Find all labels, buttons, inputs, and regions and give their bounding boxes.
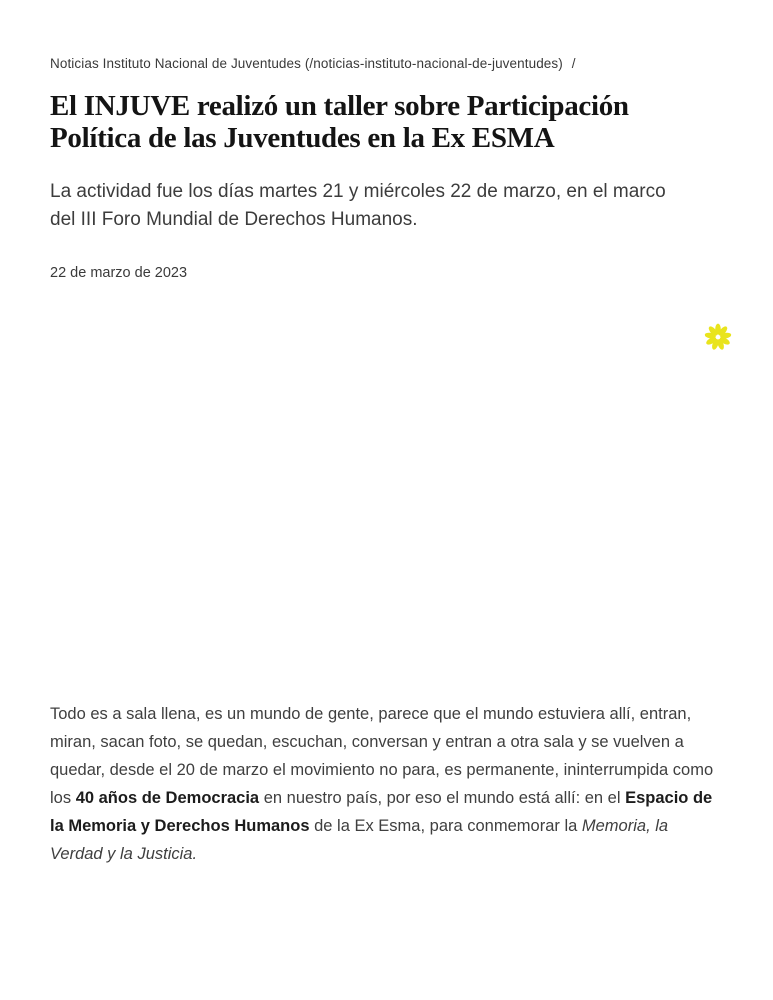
- breadcrumb-link-noticias[interactable]: Noticias Instituto Nacional de Juventudes (/noticias-instituto-nacional-de-juventudes): [50, 56, 563, 71]
- page-title: [50, 90, 723, 154]
- body-text-segment: Todo es a sala llena, es un mundo de gente, parece que el mundo estuviera allí, entran, miran, sacan foto, se quedan, escuchan, conversan y entran a otra sala y se vuelven a quedar, desde el 20 de marzo el movimiento no para, es permanente, ininterrumpida como los: [50, 705, 714, 807]
- article-subtitle: [50, 178, 723, 234]
- body-text-segment: Memoria, la Verdad y la Justicia.: [50, 817, 669, 863]
- loading-spinner-icon: [704, 323, 732, 351]
- article-body: [50, 700, 723, 868]
- page-title-line-1: El INJUVE realizó un taller sobre Participación: [50, 90, 629, 122]
- breadcrumb-separator: /: [571, 56, 576, 71]
- article-subtitle-line-2: del III Foro Mundial de Derechos Humanos.: [50, 209, 418, 230]
- article-subtitle-line-1: La actividad fue los días martes 21 y miércoles 22 de marzo, en el marco: [50, 181, 666, 202]
- body-text-segment: 40 años de Democracia: [75, 789, 260, 807]
- body-text-segment: en nuestro país, por eso el mundo está allí: en el: [259, 789, 626, 807]
- body-text-segment: Espacio de la Memoria y Derechos Humanos: [50, 789, 713, 835]
- article-image-placeholder: [50, 304, 723, 694]
- page-title-line-2: Política de las Juventudes en la Ex ESMA: [50, 122, 555, 154]
- breadcrumb: [50, 55, 723, 73]
- body-text-segment: de la Ex Esma, para conmemorar la: [309, 817, 582, 835]
- article-date: 22 de marzo de 2023: [50, 265, 188, 281]
